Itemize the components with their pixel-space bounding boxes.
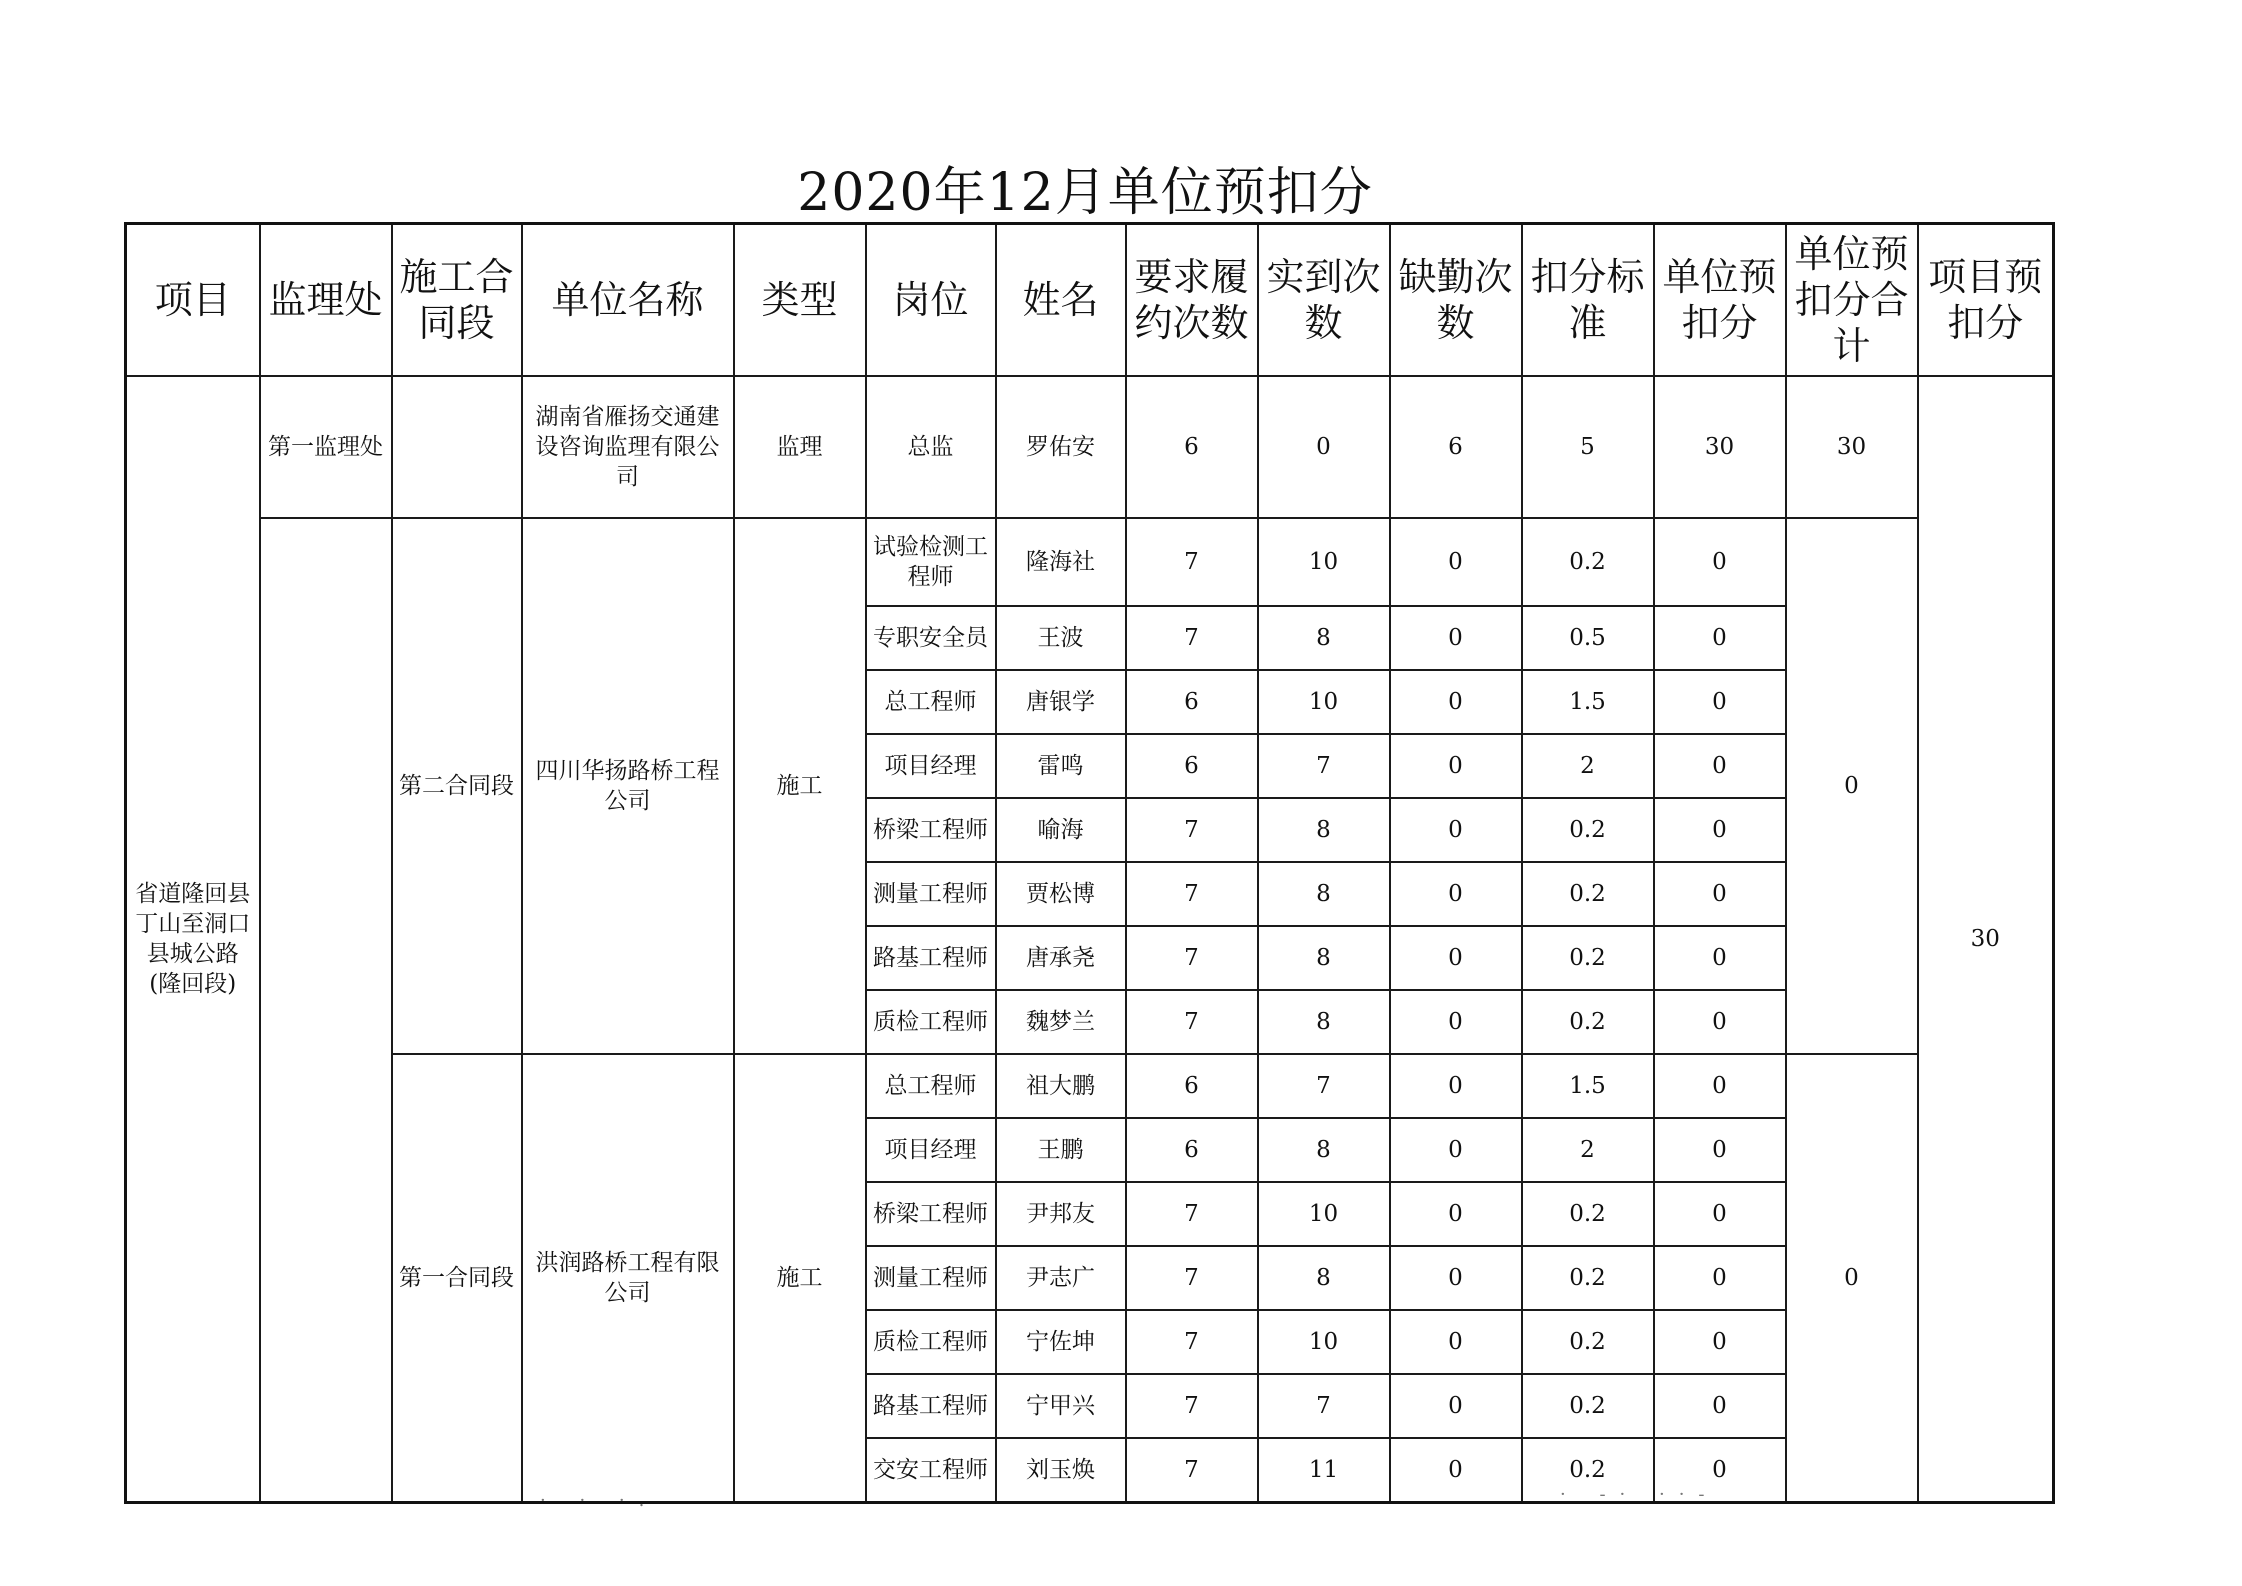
required-cell: 7 (1126, 926, 1258, 990)
header-unit-total: 单位预扣分合计 (1786, 224, 1918, 377)
required-cell: 7 (1126, 1246, 1258, 1310)
required-cell: 7 (1126, 1438, 1258, 1503)
header-standard: 扣分标准 (1522, 224, 1654, 377)
position-cell: 质检工程师 (866, 1310, 996, 1374)
position-cell: 桥梁工程师 (866, 798, 996, 862)
supervision-office: 第一监理处 (260, 376, 392, 518)
deduction-cell: 0 (1654, 926, 1786, 990)
name-cell: 王波 (996, 606, 1126, 670)
absent-cell: 0 (1390, 670, 1522, 734)
standard-cell: 2 (1522, 734, 1654, 798)
standard-cell: 0.2 (1522, 926, 1654, 990)
position-cell: 质检工程师 (866, 990, 996, 1054)
required-cell: 7 (1126, 798, 1258, 862)
position-cell: 测量工程师 (866, 862, 996, 926)
required-cell: 6 (1126, 376, 1258, 518)
supervision-section (392, 376, 522, 518)
deduction-cell: 30 (1654, 376, 1786, 518)
standard-cell: 0.2 (1522, 1182, 1654, 1246)
unit-type: 施工 (734, 1054, 866, 1503)
actual-cell: 10 (1258, 1182, 1390, 1246)
header-type: 类型 (734, 224, 866, 377)
deduction-cell: 0 (1654, 862, 1786, 926)
name-cell: 贾松博 (996, 862, 1126, 926)
contract-section: 第一合同段 (392, 1054, 522, 1503)
standard-cell: 0.2 (1522, 518, 1654, 606)
standard-cell: 2 (1522, 1118, 1654, 1182)
actual-cell: 8 (1258, 862, 1390, 926)
header-contract-section: 施工合同段 (392, 224, 522, 377)
required-cell: 6 (1126, 734, 1258, 798)
header-project-deduction: 项目预扣分 (1918, 224, 2054, 377)
standard-cell: 0.2 (1522, 1246, 1654, 1310)
unit-total-cell: 0 (1786, 518, 1918, 1054)
header-project: 项目 (126, 224, 260, 377)
absent-cell: 0 (1390, 862, 1522, 926)
name-cell: 喻海 (996, 798, 1126, 862)
deduction-cell: 0 (1654, 1054, 1786, 1118)
actual-cell: 7 (1258, 1374, 1390, 1438)
standard-cell: 1.5 (1522, 1054, 1654, 1118)
deduction-cell: 0 (1654, 1182, 1786, 1246)
unit-name: 四川华扬路桥工程公司 (522, 518, 734, 1054)
table-row (126, 1054, 2054, 1118)
name-cell: 宁佐坤 (996, 1310, 1126, 1374)
required-cell: 6 (1126, 1054, 1258, 1118)
name-cell: 隆海社 (996, 518, 1126, 606)
required-cell: 7 (1126, 990, 1258, 1054)
header-unit-name: 单位名称 (522, 224, 734, 377)
name-cell: 尹邦友 (996, 1182, 1126, 1246)
deduction-cell: 0 (1654, 798, 1786, 862)
name-cell: 祖大鹏 (996, 1054, 1126, 1118)
actual-cell: 8 (1258, 990, 1390, 1054)
name-cell: 尹志广 (996, 1246, 1126, 1310)
deduction-cell: 0 (1654, 606, 1786, 670)
standard-cell: 1.5 (1522, 670, 1654, 734)
deduction-cell: 0 (1654, 1118, 1786, 1182)
position-cell: 路基工程师 (866, 1374, 996, 1438)
deduction-cell: 0 (1654, 518, 1786, 606)
position-cell: 桥梁工程师 (866, 1182, 996, 1246)
absent-cell: 0 (1390, 1118, 1522, 1182)
absent-cell: 0 (1390, 734, 1522, 798)
position-cell: 测量工程师 (866, 1246, 996, 1310)
actual-cell: 8 (1258, 926, 1390, 990)
position-cell: 项目经理 (866, 734, 996, 798)
standard-cell: 0.2 (1522, 798, 1654, 862)
name-cell: 王鹏 (996, 1118, 1126, 1182)
actual-cell: 8 (1258, 1246, 1390, 1310)
standard-cell: 0.2 (1522, 1374, 1654, 1438)
header-actual: 实到次数 (1258, 224, 1390, 377)
actual-cell: 10 (1258, 670, 1390, 734)
actual-cell: 0 (1258, 376, 1390, 518)
actual-cell: 7 (1258, 734, 1390, 798)
absent-cell: 0 (1390, 1054, 1522, 1118)
required-cell: 7 (1126, 1374, 1258, 1438)
unit-name: 洪润路桥工程有限公司 (522, 1054, 734, 1503)
unit-total-cell: 30 (1786, 376, 1918, 518)
position-cell: 试验检测工程师 (866, 518, 996, 606)
absent-cell: 0 (1390, 518, 1522, 606)
project-deduction: 30 (1918, 376, 2054, 1503)
standard-cell: 0.5 (1522, 606, 1654, 670)
actual-cell: 10 (1258, 1310, 1390, 1374)
header-absent: 缺勤次数 (1390, 224, 1522, 377)
absent-cell: 0 (1390, 1374, 1522, 1438)
name-cell: 唐承尧 (996, 926, 1126, 990)
name-cell: 唐银学 (996, 670, 1126, 734)
standard-cell: 0.2 (1522, 862, 1654, 926)
deduction-cell: 0 (1654, 1374, 1786, 1438)
position-cell: 项目经理 (866, 1118, 996, 1182)
document-title: 2020年12月单位预扣分 (797, 163, 1373, 223)
required-cell: 7 (1126, 606, 1258, 670)
deduction-cell: 0 (1654, 670, 1786, 734)
position-cell: 专职安全员 (866, 606, 996, 670)
scan-marks-right: · -· ··- (1560, 1484, 1719, 1505)
header-name: 姓名 (996, 224, 1126, 377)
deduction-table (124, 222, 2055, 1504)
name-cell: 罗佑安 (996, 376, 1126, 518)
actual-cell: 7 (1258, 1054, 1390, 1118)
absent-cell: 0 (1390, 1246, 1522, 1310)
actual-cell: 8 (1258, 1118, 1390, 1182)
absent-cell: 0 (1390, 926, 1522, 990)
contract-section: 第二合同段 (392, 518, 522, 1054)
table-row (126, 518, 2054, 606)
name-cell: 魏梦兰 (996, 990, 1126, 1054)
required-cell: 6 (1126, 1118, 1258, 1182)
deduction-cell: 0 (1654, 734, 1786, 798)
required-cell: 7 (1126, 518, 1258, 606)
name-cell: 刘玉焕 (996, 1438, 1126, 1503)
header-supervision-office: 监理处 (260, 224, 392, 377)
position-cell: 总工程师 (866, 1054, 996, 1118)
absent-cell: 0 (1390, 606, 1522, 670)
project-name: 省道隆回县丁山至洞口县城公路(隆回段) (126, 376, 260, 1503)
standard-cell: 5 (1522, 376, 1654, 518)
supervision-unit: 湖南省雁扬交通建设咨询监理有限公司 (522, 376, 734, 518)
name-cell: 宁甲兴 (996, 1374, 1126, 1438)
position-cell: 路基工程师 (866, 926, 996, 990)
position-cell: 总工程师 (866, 670, 996, 734)
position-cell: 总监 (866, 376, 996, 518)
absent-cell: 0 (1390, 990, 1522, 1054)
required-cell: 7 (1126, 1310, 1258, 1374)
standard-cell: 0.2 (1522, 990, 1654, 1054)
deduction-cell: 0 (1654, 990, 1786, 1054)
absent-cell: 0 (1390, 798, 1522, 862)
absent-cell: 6 (1390, 376, 1522, 518)
absent-cell: 0 (1390, 1438, 1522, 1503)
actual-cell: 10 (1258, 518, 1390, 606)
actual-cell: 8 (1258, 798, 1390, 862)
header-position: 岗位 (866, 224, 996, 377)
header-unit-deduction: 单位预扣分 (1654, 224, 1786, 377)
actual-cell: 11 (1258, 1438, 1390, 1503)
deduction-cell: 0 (1654, 1438, 1786, 1503)
required-cell: 7 (1126, 1182, 1258, 1246)
header-required: 要求履约次数 (1126, 224, 1258, 377)
table-row (126, 376, 2054, 518)
standard-cell: 0.2 (1522, 1310, 1654, 1374)
required-cell: 7 (1126, 862, 1258, 926)
deduction-cell: 0 (1654, 1246, 1786, 1310)
supervision-office-blank (260, 518, 392, 1503)
deduction-cell: 0 (1654, 1310, 1786, 1374)
unit-type: 施工 (734, 518, 866, 1054)
name-cell: 雷鸣 (996, 734, 1126, 798)
header-row (126, 224, 2054, 377)
position-cell: 交安工程师 (866, 1438, 996, 1503)
standard-cell: 0.2 (1522, 1438, 1654, 1503)
unit-total-cell: 0 (1786, 1054, 1918, 1503)
scan-marks-left: · · ·. (540, 1490, 659, 1511)
absent-cell: 0 (1390, 1310, 1522, 1374)
absent-cell: 0 (1390, 1182, 1522, 1246)
required-cell: 6 (1126, 670, 1258, 734)
supervision-type: 监理 (734, 376, 866, 518)
actual-cell: 8 (1258, 606, 1390, 670)
